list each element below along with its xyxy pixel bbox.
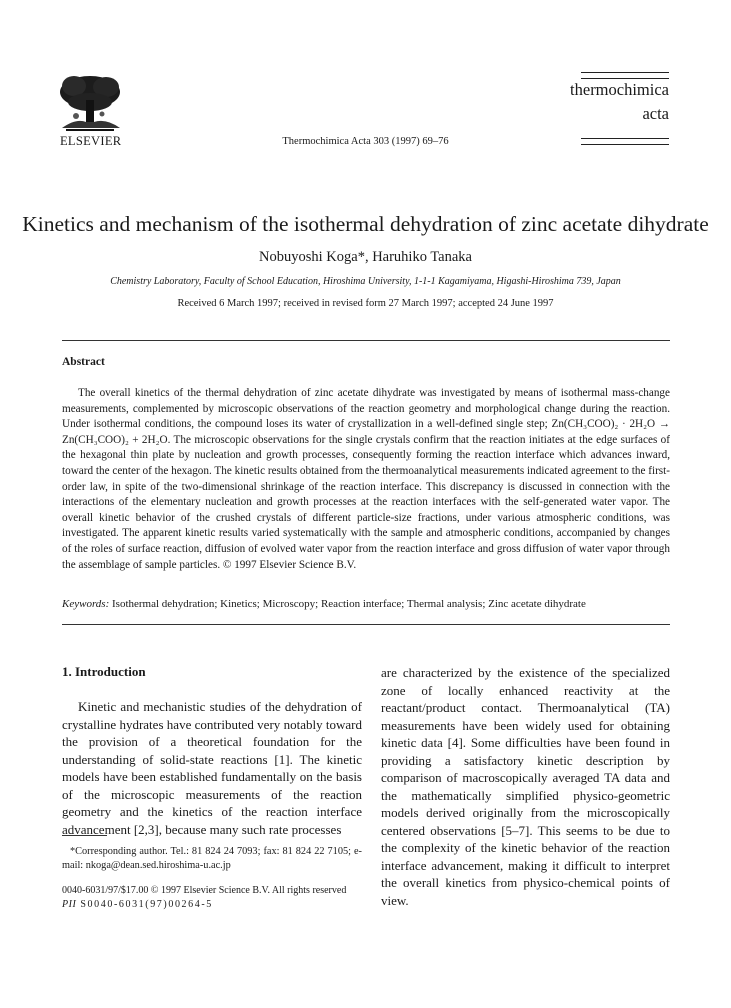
pii-line xyxy=(62,899,213,910)
journal-masthead-rule-top xyxy=(581,72,669,79)
publisher-name: ELSEVIER xyxy=(60,134,122,148)
journal-masthead-rule-bottom xyxy=(581,138,669,145)
abstract-heading: Abstract xyxy=(62,356,105,368)
journal-name-line1: thermochimica xyxy=(570,80,669,99)
author-affiliation: Chemistry Laboratory, Faculty of School Education, Hiroshima University, 1-1-1 Kagamiyama, Higashi-Hiroshima 739, Japan xyxy=(110,276,621,287)
footnote-rule xyxy=(62,835,107,836)
corresponding-author-footnote: *Corresponding author. Tel.: 81 824 24 7093; fax: 81 824 22 7105; e-mail: nkoga@dean.sed.hiroshima-u.ac.jp xyxy=(62,846,362,871)
journal-name-line2: acta xyxy=(642,104,669,123)
abstract-bottom-rule xyxy=(62,624,670,625)
introduction-column-1: Kinetic and mechanistic studies of the dehydration of crystalline hydrates have contributed very notably toward the provision of a theoretical foundation for the understanding of solid-state reactions [1]. The kinetic models have been established fundamentally on the basis of the microscopic measurements of the reaction geometry and the kinetics of the reaction interface advancement [2,3], because many such rate processes xyxy=(62,699,362,837)
abstract-top-rule xyxy=(62,340,670,341)
keywords-text: Isothermal dehydration; Kinetics; Microscopy; Reaction interface; Thermal analysis; Zinc acetate dihydrate xyxy=(112,598,586,610)
abstract-body: The overall kinetics of the thermal dehydration of zinc acetate dihydrate was investigated by means of isothermal mass-change measurements, complemented by microscopic observations of the reaction geometry and morphological change during the reaction. Under isothermal conditions, the compound loses its water of crystallization in a well-defined single step; Zn(CH₃COO)₂ · 2H₂O → Zn(CH₃COO)₂ + 2H₂O. The microscopic observations for the single crystals confirm that the reaction initiates at the edge surfaces of the hexagonal thin plate by nucleation and growth processes, consequently forming the reaction interface which advances inward, toward the center of the hexagon. The kinetic results obtained from the thermoanalytical measurements indicated agreement to the first-order law, in spite of the two-dimensional shrinkage of the reaction interface. This discrepancy is discussed in connection with the interactions of the elementary nucleation and growth processes at the reaction interfaces with the self-generated water vapor. The overall kinetic behavior of the crushed crystals of different particle-size fractions, under various atmospheric conditions, was investigated. The apparent kinetic results varied systematically with the sample and atmospheric conditions, accompanied by changes of the roles of surface reaction, diffusion of evolved water vapor from the reaction interface and gross diffusion of water vapor through the assemblage of sample particles. © 1997 Elsevier Science B.V. xyxy=(62,387,670,571)
journal-citation: Thermochimica Acta 303 (1997) 69–76 xyxy=(282,136,449,147)
copyright-line: 0040-6031/97/$17.00 © 1997 Elsevier Science B.V. All rights reserved xyxy=(62,885,347,896)
pii-label: PII xyxy=(62,899,77,910)
pii-value: S0040-6031(97)00264-5 xyxy=(80,899,213,910)
keywords-line xyxy=(62,598,586,610)
elsevier-tree-logo xyxy=(56,72,124,132)
introduction-column-2: are characterized by the existence of the specialized zone of locally enhanced reactivity at the reactant/product contact. Thermoanalytical (TA) measurements have been widely used for obtaining kinetic data [4]. Some difficulties have been found in providing a satisfactory kinetic description by comparison of macroscopically averaged TA data and the mathematically simplified physico-geometric models derived originally from the microscopically centered observations [5–7]. This seems to be due to the complexity of the kinetic behavior of the reaction interface advancement, making it difficult to interpret the overall kinetics from physico-chemical points of view. xyxy=(381,665,670,908)
article-authors: Nobuyoshi Koga*, Haruhiko Tanaka xyxy=(259,249,472,265)
article-title: Kinetics and mechanism of the isothermal dehydration of zinc acetate dihydrate xyxy=(22,212,709,236)
section-heading-introduction: 1. Introduction xyxy=(62,664,146,679)
keywords-label: Keywords: xyxy=(62,598,110,610)
received-dates: Received 6 March 1997; received in revised form 27 March 1997; accepted 24 June 1997 xyxy=(177,298,554,309)
